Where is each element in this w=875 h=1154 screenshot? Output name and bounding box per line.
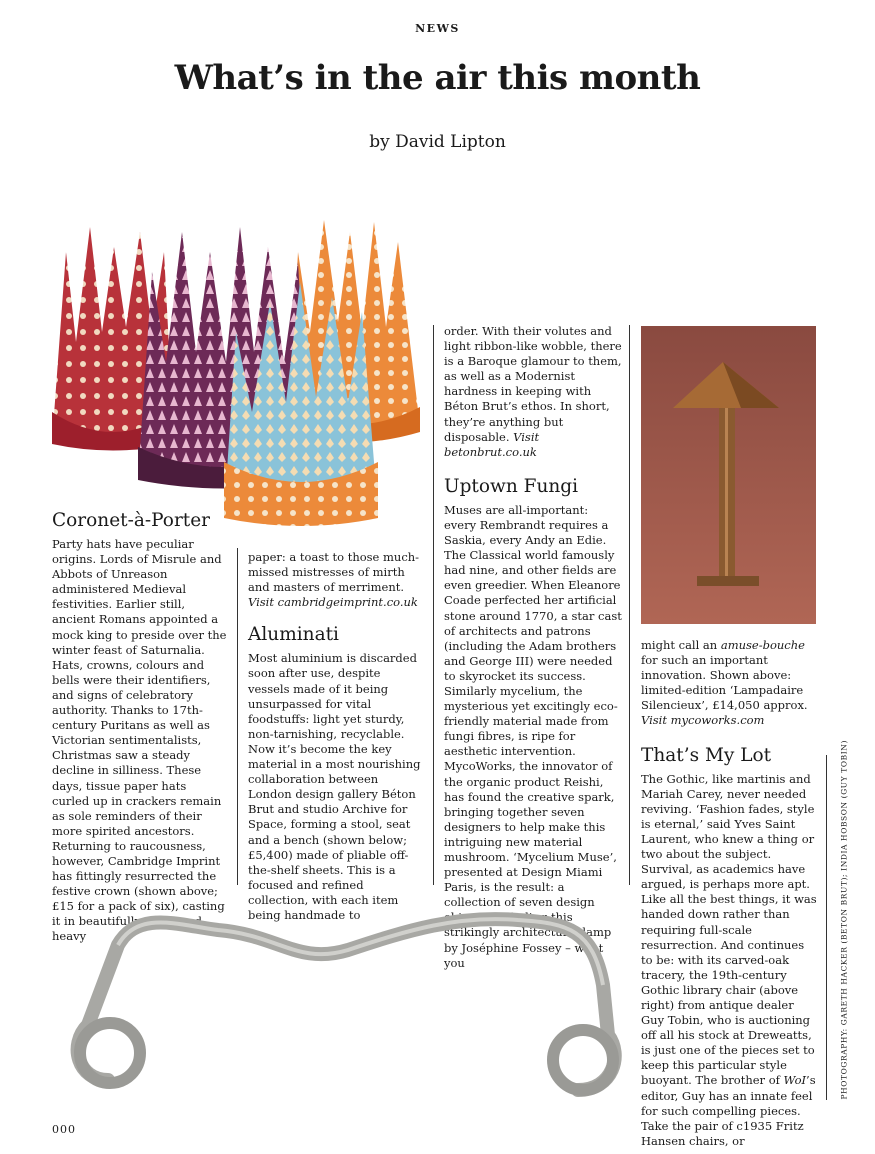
section-heading: Coronet-à-Porter bbox=[52, 510, 211, 531]
article-thats-my-lot bbox=[641, 638, 817, 1149]
column-divider bbox=[826, 755, 827, 1100]
body-text: Most aluminium is discarded soon after use, despite vessels made of it being unsurpassed for vital foodstuffs: light yet sturdy, non-tarnishing, recyclable. Now it’s become the key material in a most nourishing collaboration between London design gallery Béton Brut and studio Archive for Space, forming a stool, seat and a bench (shown below; £5,400) made of pliable off-the-shelf sheets. This is a focused and refined collection, with each item being handmade to bbox=[248, 651, 421, 922]
body-text: Party hats have peculiar origins. Lords of Misrule and Abbots of Unreason administered Medieval festivities. Earlier still, ancient Romans appointed a mock king to preside over the winter feast of Saturnalia. Hats, crowns, colours and bells were their identifiers, and signs of celebratory authority. Thanks to 17th-century Puritans as well as Victorian sentimentalists, Christmas saw a steady decline in silliness. These days, tissue paper hats curled up in crackers remain as sole reminders of their more spirited ancestors. Returning to raucousness, however, Cambridge Imprint has fittingly resurrected the festive crown (shown above; £15 for a pack of six), casting it in beautifully patterned, heavy bbox=[52, 537, 227, 944]
article-aluminati bbox=[248, 550, 423, 923]
article-coronet bbox=[52, 510, 227, 945]
body-text: paper: a toast to those much-missed mistresses of mirth and masters of merriment. Visit cambridgeimprint.co.uk bbox=[248, 550, 420, 610]
link-cambridgeimprint[interactable]: Visit cambridgeimprint.co.uk bbox=[248, 595, 418, 610]
column-divider bbox=[629, 325, 630, 885]
body-text: might call an amuse-bouche for such an important innovation. Shown above: limited-edition ‘Lampadaire Silencieux’, £14,050 approx. Visit mycoworks.com bbox=[641, 638, 808, 728]
section-tag: NEWS bbox=[415, 22, 460, 35]
party-crowns-image bbox=[48, 212, 428, 532]
section-heading: Aluminati bbox=[248, 624, 339, 646]
lamp-image bbox=[641, 326, 816, 624]
page-title: What’s in the air this month bbox=[174, 58, 701, 98]
body-text: The Gothic, like martinis and Mariah Carey, never needed reviving. ‘Fashion fades, style is eternal,’ said Yves Saint Laurent, who knew a thing or two about the subject. Survival, as academics have argued, is perhaps more apt. Like all the best things, it was handed down rather than requiring full-scale resurrection. And continues to be: with its carved-oak tracery, the 19th-century Gothic library chair (above right) from antique dealer Guy Tobin, who is auctioning off all his stock at Dreweatts, is just one of the pieces set to keep this particular style buoyant. The brother of WoI’s editor, Guy has an innate feel for such compelling pieces. Take the pair of c1935 Fritz Hansen chairs, or bbox=[641, 771, 817, 1148]
article-uptown-fungi bbox=[444, 324, 622, 971]
link-mycoworks[interactable]: Visit mycoworks.com bbox=[641, 713, 765, 728]
page-number: 000 bbox=[52, 1123, 76, 1136]
body-text: Muses are all-important: every Rembrandt requires a Saskia, every Andy an Edie. The Classical world famously had nine, and other fields are even greedier. When Eleanore Coade perfected her artificial stone around 1770, a star cast of architects and patrons (including the Adam brothers and George III) were needed to skyrocket its success. Similarly mycelium, the mysterious yet excitingly eco-friendly material made from fungi fibres, is ripe for aesthetic intervention. MycoWorks, the innovator of the organic product Reishi, has found the creative spark, bringing together seven designers to help make this intriguing new material mushroom. ‘Mycelium Muse’, presented at Design Miami Paris, is the result: a collection of seven design objects, including this strikingly architectural lamp by Joséphine Fossey – what you bbox=[444, 502, 622, 970]
section-heading: Uptown Fungi bbox=[444, 475, 579, 497]
byline: by David Lipton bbox=[369, 132, 506, 152]
column-divider bbox=[237, 548, 238, 885]
photo-credit: PHOTOGRAPHY: GARETH HACKER (BETON BRUT); INDIA HOBSON (GUY TOBIN) bbox=[839, 740, 849, 1100]
column-divider bbox=[433, 325, 434, 885]
link-betonbrut[interactable]: Visit betonbrut.co.uk bbox=[444, 429, 540, 459]
aluminium-bench-image bbox=[48, 905, 630, 1105]
section-heading: That’s My Lot bbox=[641, 744, 772, 766]
body-text: order. With their volutes and light ribbon-like wobble, there is a Baroque glamour to them, as well as a Modernist hardness in keeping with Béton Brut’s ethos. In short, they’re anything but disposable. Visit betonbrut.co.uk bbox=[444, 324, 622, 459]
